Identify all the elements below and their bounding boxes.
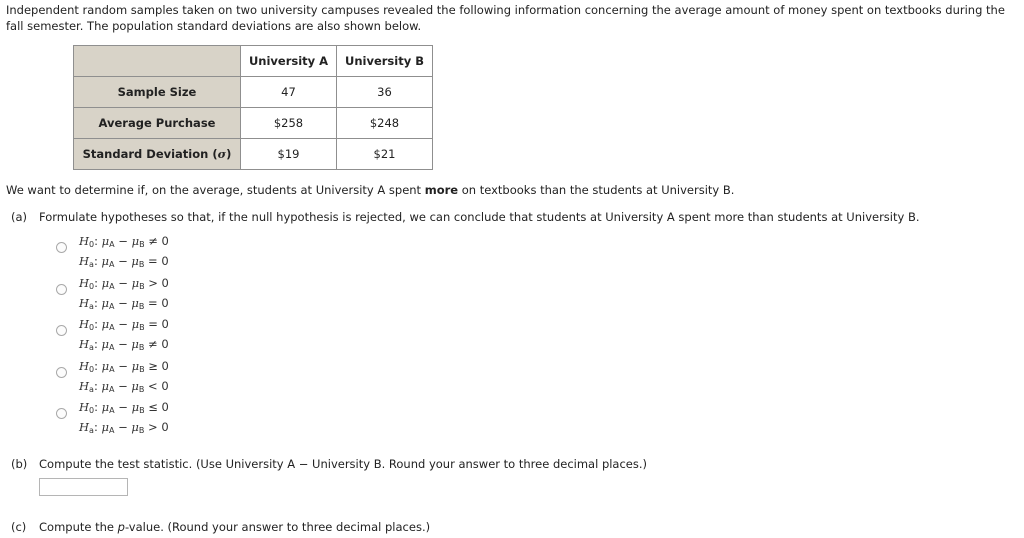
hypothesis-option-radio-2[interactable] <box>56 284 67 295</box>
row-label-sample-size: Sample Size <box>74 77 241 108</box>
hypothesis-option-radio-3[interactable] <box>56 325 67 336</box>
alternative-hypothesis: $H_a$: $\mu_A - \mu_B \ne 0$ <box>79 337 169 352</box>
part-b-text: Compute the test statistic. (Use University A − University B. Round your answer to three decimal places.) <box>39 457 648 471</box>
alternative-hypothesis: $H_a$: $\mu_A - \mu_B = 0$ <box>79 296 169 311</box>
part-a-label: (a) <box>11 210 28 224</box>
row-label-average-purchase: Average Purchase <box>74 108 241 139</box>
null-hypothesis: $H_0$: $\mu_A - \mu_B = 0$ <box>79 317 169 332</box>
part-b-question <box>11 457 647 471</box>
table-corner-cell <box>74 46 241 77</box>
cell-average-purchase-a: $258 <box>241 108 337 139</box>
part-a-text: Formulate hypotheses so that, if the null hypothesis is rejected, we can conclude that students at University A spent more than students at University B. <box>39 210 920 224</box>
alternative-hypothesis: $H_a$: $\mu_A - \mu_B > 0$ <box>79 420 169 435</box>
cell-std-dev-b: $21 <box>337 139 433 170</box>
row-label-standard-deviation: Standard Deviation (σ) <box>74 139 241 170</box>
table-row <box>74 108 433 139</box>
column-header-university-a: University A <box>241 46 337 77</box>
emphasis-more: more <box>424 183 459 197</box>
cell-std-dev-a: $19 <box>241 139 337 170</box>
part-b-label: (b) <box>11 457 28 471</box>
hypothesis-option-4[interactable] <box>79 358 169 398</box>
null-hypothesis: $H_0$: $\mu_A - \mu_B \ge 0$ <box>79 359 169 374</box>
part-c-question: (c) Compute the p-value. (Round your answer to three decimal places.) <box>11 520 431 534</box>
hypothesis-option-radio-1[interactable] <box>56 242 67 253</box>
null-hypothesis: $H_0$: $\mu_A - \mu_B > 0$ <box>79 276 169 291</box>
hypothesis-option-radio-5[interactable] <box>56 408 67 419</box>
column-header-university-b: University B <box>337 46 433 77</box>
alternative-hypothesis: $H_a$: $\mu_A - \mu_B = 0$ <box>79 254 169 269</box>
data-table <box>73 45 433 170</box>
cell-sample-size-b: 36 <box>337 77 433 108</box>
null-hypothesis: $H_0$: $\mu_A - \mu_B \le 0$ <box>79 400 169 415</box>
p-symbol: p <box>117 520 125 534</box>
intro-text: Independent random samples taken on two university campuses revealed the following information concerning the average amount of money spent on textbooks during the fall semester. The population standard deviations are also shown below. <box>6 3 1005 33</box>
hypothesis-option-radio-4[interactable] <box>56 367 67 378</box>
part-a-question <box>11 210 920 224</box>
sigma-symbol: σ <box>217 147 227 161</box>
table-row <box>74 77 433 108</box>
table-row <box>74 139 433 170</box>
test-statistic-input[interactable] <box>39 478 128 496</box>
hypothesis-option-5[interactable] <box>79 399 169 439</box>
cell-average-purchase-b: $248 <box>337 108 433 139</box>
null-hypothesis: $H_0$: $\mu_A - \mu_B \ne 0$ <box>79 234 169 249</box>
part-c-label: (c) <box>11 520 27 534</box>
hypothesis-option-3[interactable] <box>79 316 169 356</box>
hypothesis-option-2[interactable] <box>79 275 169 315</box>
problem-statement: We want to determine if, on the average, students at University A spent more on textbooks than the students at University B. <box>6 183 735 197</box>
alternative-hypothesis: $H_a$: $\mu_A - \mu_B < 0$ <box>79 379 169 394</box>
hypothesis-option-1[interactable] <box>79 233 169 273</box>
cell-sample-size-a: 47 <box>241 77 337 108</box>
